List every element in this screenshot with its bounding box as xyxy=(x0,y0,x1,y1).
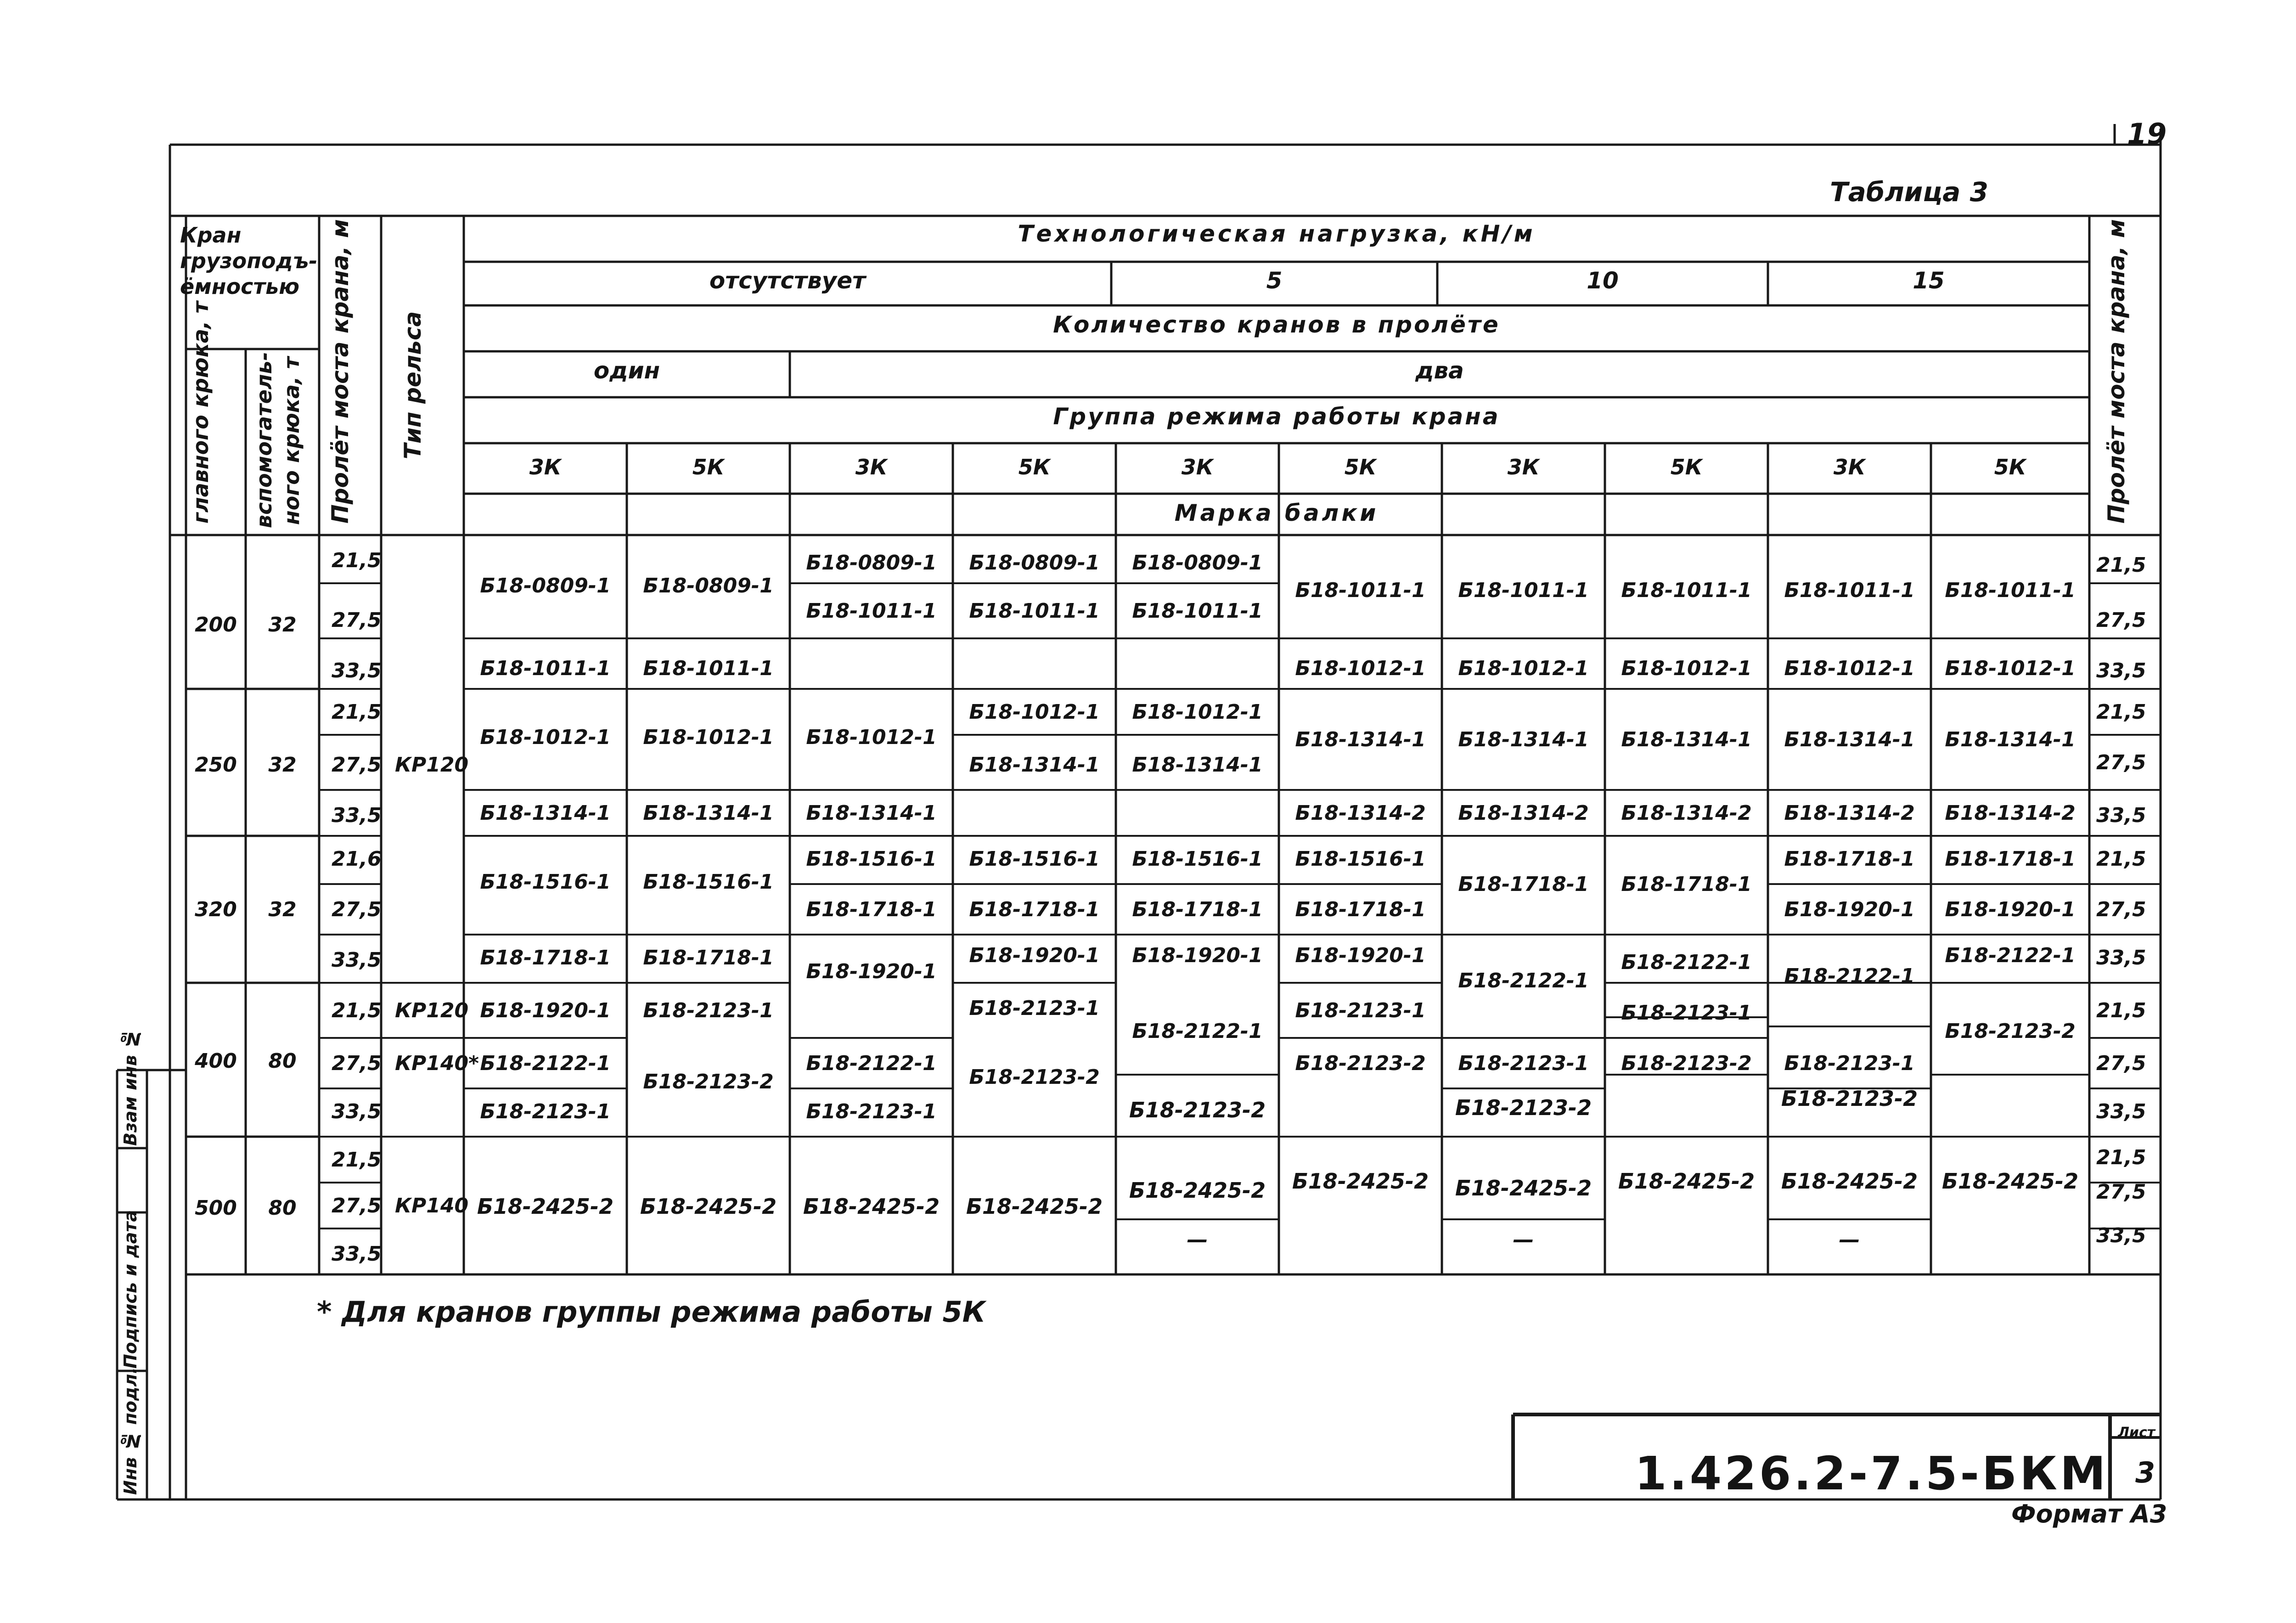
span-320-3: 33,5 xyxy=(332,948,382,972)
span-320-2: 27,5 xyxy=(332,898,382,921)
rail-kr120: КР120 xyxy=(395,753,469,777)
group-col-10: 5К xyxy=(1994,455,2026,479)
cell-250-c10-c: Б18-1314-2 xyxy=(1945,801,2076,825)
load-5-header: 5 xyxy=(1266,267,1283,294)
group-col-2: 5К xyxy=(692,455,725,479)
right-span-11: 27,5 xyxy=(2096,1052,2146,1075)
cell-400-c9-c: Б18-2123-2 xyxy=(1781,1086,1918,1111)
footnote: * Для кранов группы режима работы 5К xyxy=(317,1295,986,1329)
two-cranes-header: два xyxy=(1415,357,1464,384)
right-span-10: 21,5 xyxy=(2096,999,2146,1022)
load-absent-header: отсутствует xyxy=(709,267,866,294)
cell-500-c8: Б18-2425-2 xyxy=(1618,1169,1755,1194)
table-caption: Таблица 3 xyxy=(1830,176,1988,208)
cell-200-c1-a: Б18-0809-1 xyxy=(480,574,611,597)
cell-400-c3-c: Б18-2123-1 xyxy=(806,1100,937,1123)
right-span-14: 27,5 xyxy=(2096,1180,2146,1204)
cell-250-c10-a: Б18-1314-1 xyxy=(1945,728,2076,751)
cell-400-c8-a: Б18-2123-1 xyxy=(1621,1001,1752,1025)
cell-400-c1-b: Б18-2122-1 xyxy=(480,1052,611,1075)
aux-hook-header: вспомогатель-ного крюка, т xyxy=(252,352,304,528)
rail-type-header: Тип рельса xyxy=(400,311,426,459)
cell-400-c7-b: Б18-2123-1 xyxy=(1458,1052,1589,1075)
cell-500-c5-dash: — xyxy=(1187,1227,1208,1252)
main-hook-320: 320 xyxy=(195,898,237,921)
cell-250-c5-a: Б18-1012-1 xyxy=(1132,700,1263,724)
cell-400-c9-b: Б18-2123-1 xyxy=(1784,1052,1915,1075)
span-400-1: 21,5 xyxy=(332,999,382,1022)
crane-capacity-header: Кран грузоподъ-ёмностью xyxy=(180,223,318,299)
cell-200-c5-b: Б18-1011-1 xyxy=(1132,599,1263,623)
right-span-15: 33,5 xyxy=(2096,1224,2146,1247)
cell-200-c4-a: Б18-0809-1 xyxy=(969,551,1100,575)
span-header: Пролёт моста крана, м xyxy=(327,219,354,524)
document-code: 1.426.2-7.5-БКМ xyxy=(1635,1447,2109,1500)
cell-250-c9-c: Б18-1314-2 xyxy=(1784,801,1915,825)
cell-400-c2-a: Б18-2123-1 xyxy=(643,999,774,1022)
group-col-7: 3К xyxy=(1507,455,1540,479)
cell-200-c9-c: Б18-1012-1 xyxy=(1784,657,1915,680)
cell-400-c8-b: Б18-2123-2 xyxy=(1621,1052,1752,1075)
cell-400-c4-b: Б18-2123-2 xyxy=(969,1065,1100,1089)
rail-kr140-500: КР140 xyxy=(395,1194,469,1217)
cell-400-c5-a: Б18-2122-1 xyxy=(1132,1020,1263,1043)
cell-200-c9: Б18-1011-1 xyxy=(1784,579,1915,602)
group-col-6: 5К xyxy=(1344,455,1377,479)
span-500-3: 33,5 xyxy=(332,1242,382,1266)
span-320-1: 21,6 xyxy=(332,847,382,871)
sheet-label: Лист xyxy=(2118,1425,2155,1441)
beam-mark-header: Марка балки xyxy=(1174,500,1379,526)
cell-320-c6-a: Б18-1516-1 xyxy=(1295,847,1426,871)
main-hook-500: 500 xyxy=(195,1196,237,1220)
cell-320-c2-c: Б18-1718-1 xyxy=(643,946,774,969)
duty-group-header: Группа режима работы крана xyxy=(1053,403,1500,430)
cell-320-c6-b: Б18-1718-1 xyxy=(1295,898,1426,921)
cell-200-c4-b: Б18-1011-1 xyxy=(969,599,1100,623)
right-span-5: 27,5 xyxy=(2096,751,2146,774)
cell-320-c9-b: Б18-1920-1 xyxy=(1784,898,1915,921)
cell-320-c8-c: Б18-2122-1 xyxy=(1621,951,1752,974)
aux-hook-320: 32 xyxy=(268,898,297,921)
cell-320-c3-b: Б18-1718-1 xyxy=(806,898,937,921)
right-span-8: 27,5 xyxy=(2096,898,2146,921)
aux-hook-200: 32 xyxy=(268,613,297,637)
right-span-4: 21,5 xyxy=(2096,700,2146,724)
aux-hook-250: 32 xyxy=(268,753,297,777)
group-col-9: 3К xyxy=(1833,455,1866,479)
cell-250-c6-a: Б18-1314-1 xyxy=(1295,728,1426,751)
cell-320-c2-a: Б18-1516-1 xyxy=(643,870,774,894)
format-label: Формат А3 xyxy=(2011,1499,2167,1528)
cell-400-c7-c: Б18-2123-2 xyxy=(1455,1095,1592,1120)
cell-200-c3-a: Б18-0809-1 xyxy=(806,551,937,575)
cell-250-c7-c: Б18-1314-2 xyxy=(1458,801,1589,825)
cell-250-c5-b: Б18-1314-1 xyxy=(1132,753,1263,777)
cell-200-c6-c: Б18-1012-1 xyxy=(1295,657,1426,680)
cell-400-c2-b: Б18-2123-2 xyxy=(643,1070,774,1093)
cell-200-c3-b: Б18-1011-1 xyxy=(806,599,937,623)
cell-500-c1: Б18-2425-2 xyxy=(477,1194,614,1219)
rail-kr140-400: КР140* xyxy=(395,1052,479,1075)
right-span-12: 33,5 xyxy=(2096,1100,2146,1123)
load-10-header: 10 xyxy=(1587,267,1619,294)
load-15-header: 15 xyxy=(1913,267,1945,294)
cell-250-c2-a: Б18-1012-1 xyxy=(643,726,774,749)
stamp-replace-inv: Взам инв № xyxy=(120,1028,141,1146)
cell-200-c7: Б18-1011-1 xyxy=(1458,579,1589,602)
right-span-3: 33,5 xyxy=(2096,659,2146,682)
cell-400-c4-a: Б18-2123-1 xyxy=(969,997,1100,1020)
span-250-2: 27,5 xyxy=(332,753,382,777)
cell-500-c6: Б18-2425-2 xyxy=(1292,1169,1429,1194)
page-number: 19 xyxy=(2127,117,2167,151)
main-hook-200: 200 xyxy=(195,613,237,637)
cell-250-c8-a: Б18-1314-1 xyxy=(1621,728,1752,751)
cell-320-c4-a: Б18-1516-1 xyxy=(969,847,1100,871)
tech-load-header: Технологическая нагрузка, кН/м xyxy=(1018,220,1536,247)
cell-250-c3-a: Б18-1012-1 xyxy=(806,726,937,749)
cell-200-c1-c: Б18-1011-1 xyxy=(480,657,611,680)
cell-200-c10-c: Б18-1012-1 xyxy=(1945,657,2076,680)
span-right-header: Пролёт моста крана, м xyxy=(2103,219,2130,524)
span-400-2: 27,5 xyxy=(332,1052,382,1075)
cell-320-c3-c: Б18-1920-1 xyxy=(806,960,937,983)
cranes-in-span-header: Количество кранов в пролёте xyxy=(1053,311,1500,338)
cell-200-c10: Б18-1011-1 xyxy=(1945,579,2076,602)
span-200-3: 33,5 xyxy=(332,659,382,682)
cell-320-c5-a: Б18-1516-1 xyxy=(1132,847,1263,871)
one-crane-header: один xyxy=(593,357,660,384)
cell-320-c5-c: Б18-1920-1 xyxy=(1132,944,1263,967)
cell-500-c2: Б18-2425-2 xyxy=(640,1194,777,1219)
cell-250-c4-a: Б18-1012-1 xyxy=(969,700,1100,724)
cell-320-c9-c: Б18-2122-1 xyxy=(1784,964,1915,988)
cell-320-c10-b: Б18-1920-1 xyxy=(1945,898,2076,921)
cell-500-c9-dash: — xyxy=(1839,1227,1860,1252)
cell-400-c1-c: Б18-2123-1 xyxy=(480,1100,611,1123)
right-span-1: 21,5 xyxy=(2096,553,2146,577)
cell-500-c5: Б18-2425-2 xyxy=(1129,1178,1266,1203)
right-span-9: 33,5 xyxy=(2096,946,2146,969)
cell-320-c10-a: Б18-1718-1 xyxy=(1945,847,2076,871)
cell-320-c7-a: Б18-1718-1 xyxy=(1458,873,1589,896)
right-span-7: 21,5 xyxy=(2096,847,2146,871)
cell-320-c9-a: Б18-1718-1 xyxy=(1784,847,1915,871)
cell-250-c6-c: Б18-1314-2 xyxy=(1295,801,1426,825)
cell-250-c1-c: Б18-1314-1 xyxy=(480,801,611,825)
cell-250-c7-a: Б18-1314-1 xyxy=(1458,728,1589,751)
cell-400-c10-a: Б18-2123-2 xyxy=(1945,1020,2076,1043)
cell-320-c3-a: Б18-1516-1 xyxy=(806,847,937,871)
cell-320-c1-a: Б18-1516-1 xyxy=(480,870,611,894)
cell-200-c2-c: Б18-1011-1 xyxy=(643,657,774,680)
cell-250-c4-b: Б18-1314-1 xyxy=(969,753,1100,777)
main-hook-400: 400 xyxy=(195,1049,237,1073)
span-200-2: 27,5 xyxy=(332,609,382,632)
group-col-8: 5К xyxy=(1670,455,1703,479)
cell-320-c1-c: Б18-1718-1 xyxy=(480,946,611,969)
group-col-3: 3К xyxy=(855,455,888,479)
cell-320-c7-c: Б18-2122-1 xyxy=(1458,969,1589,992)
span-200-1: 21,5 xyxy=(332,549,382,572)
cell-400-c6-a: Б18-2123-1 xyxy=(1295,999,1426,1022)
group-col-5: 3К xyxy=(1181,455,1214,479)
cell-500-c3: Б18-2425-2 xyxy=(803,1194,940,1219)
cell-250-c2-c: Б18-1314-1 xyxy=(643,801,774,825)
span-400-3: 33,5 xyxy=(332,1100,382,1123)
cell-500-c9: Б18-2425-2 xyxy=(1781,1169,1918,1194)
cell-320-c4-c: Б18-1920-1 xyxy=(969,944,1100,967)
aux-hook-500: 80 xyxy=(268,1196,297,1220)
main-hook-header: главного крюка, т xyxy=(188,301,213,524)
group-col-4: 5К xyxy=(1018,455,1051,479)
cell-400-c5-c: Б18-2123-2 xyxy=(1129,1098,1266,1122)
right-span-6: 33,5 xyxy=(2096,804,2146,827)
cell-400-c1-a: Б18-1920-1 xyxy=(480,999,611,1022)
stamp-inv-orig: Инв № подл. xyxy=(120,1367,141,1495)
cell-500-c4: Б18-2425-2 xyxy=(966,1194,1103,1219)
cell-250-c3-c: Б18-1314-1 xyxy=(806,801,937,825)
cell-200-c5-a: Б18-0809-1 xyxy=(1132,551,1263,575)
right-span-13: 21,5 xyxy=(2096,1146,2146,1169)
cell-250-c8-c: Б18-1314-2 xyxy=(1621,801,1752,825)
cell-500-c7: Б18-2425-2 xyxy=(1455,1176,1592,1200)
aux-hook-400: 80 xyxy=(268,1049,297,1073)
cell-200-c7-c: Б18-1012-1 xyxy=(1458,657,1589,680)
span-500-1: 21,5 xyxy=(332,1148,382,1172)
stamp-sign-date: Подпись и дата xyxy=(120,1210,141,1369)
cell-320-c5-b: Б18-1718-1 xyxy=(1132,898,1263,921)
cell-320-c6-c: Б18-1920-1 xyxy=(1295,944,1426,967)
cell-500-c7-dash: — xyxy=(1513,1227,1534,1252)
group-col-1: 3К xyxy=(529,455,562,479)
cell-320-c4-b: Б18-1718-1 xyxy=(969,898,1100,921)
cell-200-c2-a: Б18-0809-1 xyxy=(643,574,774,597)
rail-kr120-400: КР120 xyxy=(395,999,469,1022)
cell-320-c8-a: Б18-1718-1 xyxy=(1621,873,1752,896)
cell-200-c8-c: Б18-1012-1 xyxy=(1621,657,1752,680)
right-span-2: 27,5 xyxy=(2096,609,2146,632)
cell-320-c10-c: Б18-2122-1 xyxy=(1945,944,2076,967)
cell-400-c3-b: Б18-2122-1 xyxy=(806,1052,937,1075)
cell-250-c1-a: Б18-1012-1 xyxy=(480,726,611,749)
span-250-3: 33,5 xyxy=(332,804,382,827)
cell-400-c6-b: Б18-2123-2 xyxy=(1295,1052,1426,1075)
sheet-number: 3 xyxy=(2135,1456,2155,1489)
span-500-2: 27,5 xyxy=(332,1194,382,1217)
cell-250-c9-a: Б18-1314-1 xyxy=(1784,728,1915,751)
span-250-1: 21,5 xyxy=(332,700,382,724)
cell-500-c10: Б18-2425-2 xyxy=(1941,1169,2079,1194)
main-hook-250: 250 xyxy=(195,753,237,777)
cell-200-c8: Б18-1011-1 xyxy=(1621,579,1752,602)
cell-200-c6: Б18-1011-1 xyxy=(1295,579,1426,602)
